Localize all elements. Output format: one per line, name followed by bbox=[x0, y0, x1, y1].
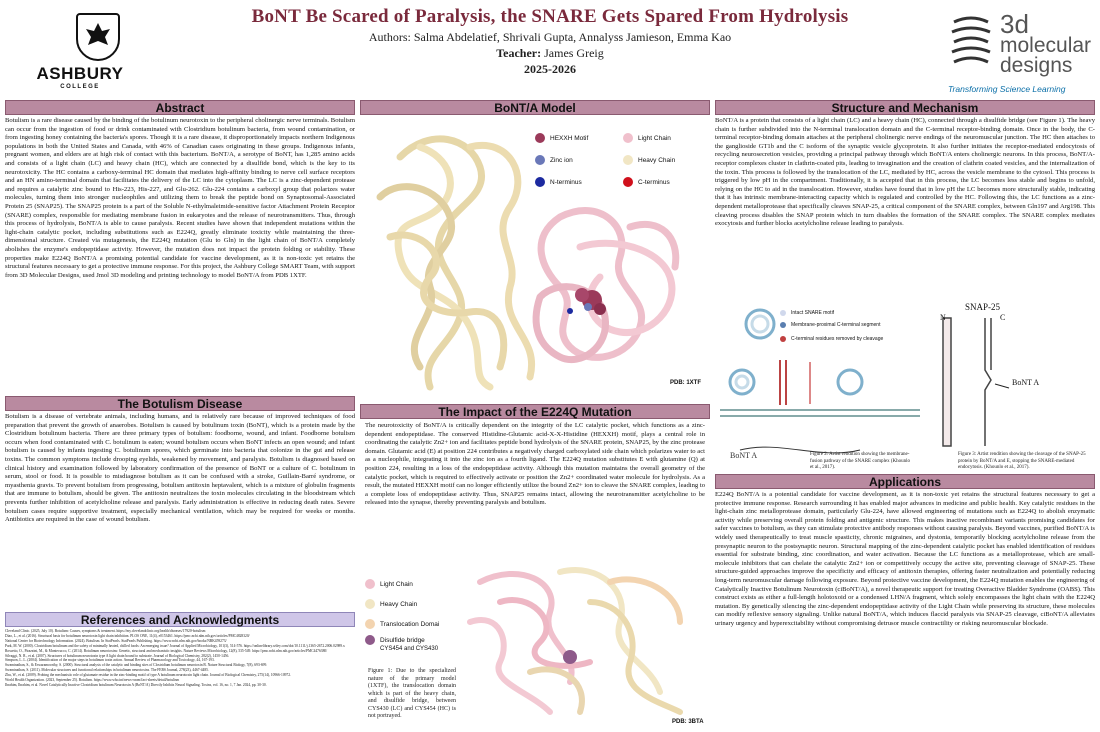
pdb-label-1xtf: PDB: 1XTF bbox=[670, 380, 702, 386]
legend-label: Membrane-proximal C-terminal segment bbox=[791, 322, 881, 328]
legend-item-zinc bbox=[535, 153, 623, 167]
figure3-image bbox=[925, 300, 1095, 450]
legend-item-heavy-chain bbox=[623, 153, 695, 167]
fig3-n-label: N bbox=[940, 313, 946, 322]
legend-label: N-terminus bbox=[550, 178, 582, 186]
legend-item-light-chain bbox=[623, 131, 695, 145]
legend-swatch bbox=[623, 177, 633, 187]
year: 2025-2026 bbox=[524, 62, 576, 76]
legend-sub: CYS454 and CYS430 bbox=[380, 646, 439, 652]
legend-label: Light Chain bbox=[638, 134, 671, 142]
figure2-bont-label: BoNT A bbox=[730, 451, 758, 460]
teacher-label: Teacher: bbox=[496, 46, 542, 60]
reference-item: Swaminathan, S., & Eswaramoorthy, S. (2000). Structural analysis of the catalytic and binding sites of Clostridium botulinum neurotoxin B. Nature Structural Biology, 7(8), 693-699. bbox=[5, 663, 268, 668]
fig3-bont-label: BoNT A bbox=[1012, 378, 1040, 387]
legend-item-hexxh bbox=[535, 131, 623, 145]
reference-item: Simpson, L. L. (2004). Identification of the major steps in botulinum toxin action. Annual Review of Pharmacology and Toxicology, 44, 167-193. bbox=[5, 658, 215, 663]
legend-label: Zinc ion bbox=[550, 156, 573, 164]
figure2-legend bbox=[780, 308, 890, 346]
fig2-legend-item bbox=[780, 318, 890, 332]
legend-swatch bbox=[365, 619, 375, 629]
legend-item-n-terminus bbox=[535, 175, 623, 189]
disease-text: Botulism is a disease of vertebrate animals, including humans, and is relatively rare because of improved techniques of food preparation that prevent the growth of anaerobes. Botulism is caused by botulinum toxin (BoNT), which is a protein made by the Clostridium botulinum bacteria. There are three primary types of botulism: foodborne, wound, and infant. Foodborne botulism occurs when food contaminated with C. botulinum is eaten; wound botulism occurs when BoNT infects an open wound; and infant botulism is caused by infants ingesting C. botulinum spores, which germinate into bacteria that colonize in the gut and release toxins. The common symptoms include drooping eyelids, weakened by movement, and paralysis. Botulism is diagnosed based on clinical history and examination followed by laboratory confirmation of the presence of BoNT or a culture of C. botulinum in serum, stool or food. It is possible to misdiagnose botulism as it can be confused with a stroke, Guillain-Barré syndrome, or myasthenia gravis. To prevent botulism from progressing, botulism antitoxin heptavalent, which is a mixture of globulin fragments that are immune to botulism, should be given. The antitoxin neutralizes the toxin molecules circulating in the bloodstream which prevents further inhibition of acetylcholine release and paralysis. Early administration is effective in reducing death rates. Severe botulism cases require supportive treatment, especially mechanical ventilation, which may be required for weeks or months. Antibiotics are required in the case of wound botulism. bbox=[5, 413, 355, 524]
legend-label: Disulfide bridge bbox=[380, 636, 425, 644]
reference-item: National Center for Biotechnology Information. (2024). Botulism. In StatPearls. StatPearls Publishing. https://www.ncbi.nlm.nih.gov/books/NBK459273/ bbox=[5, 638, 227, 643]
teacher-name: James Greig bbox=[544, 46, 604, 60]
applications-text: E224Q BoNT/A is a potential candidate for vaccine development, as it is non-toxic yet retains the structural features necessary to get a protective immune response. Research surrounding it has enabled major advances in medicine and public health. Key catalytic residues in the light-chain zinc metalloprotease domain, particularly Glu-224, have allowed engineering of mutations such as E224Q to abolish enzymatic activity while preserving overall protein folding and antigenic structure. This makes inactive recombinant variants promising candidates for safer vaccines to botulism, as they can stimulate protective antibody responses without causing paralysis. Beyond vaccines, purified BoNT/A is widely used therapeutically to treat muscle spasticity, chronic migraines, and dystonia, temporarily blocking acetylcholine release from the presynaptic neuron to the postsynaptic neuron. Structural mapping of the zinc-dependent catalytic pocket has enabled identification of residues essential for substrate binding, zinc coordination, and water activation. Because the LC functions as a metalloprotease, which are small-molecule inhibitors that can chelate the catalytic Zn2+ ion or competitively occupy the active site, preventing cleavage of SNAP-25. These structure-guided approaches improve the specificity and efficacy of antitoxin therapies, offering faster neutralization and potentially reducing long-term neuromuscular damage following exposure. Beyond protective vaccine development, the E224Q mutation enables the engineering of Catalytically Inactive Botulinum Neurotoxin (ciBoNT/A), a novel therapeutic support for treating Overactive Bladder Syndrome (OABS). This construct exists as either a full-length holotoxoid or a condensed LHN/A fragment, which solely encompasses the light chain with the E224Q mutation. By genetically silencing the zinc-dependent endopeptidase activity of the Light Chain while preserving its structure, these molecules can modify reflexive sensory signaling. Unlike natural BoNT/A, which induces flaccid paralysis via SNAP-25 cleavage, ciBoNT/A alleviates urinary urgency and hyperexcitability without compromising detrusor muscle contractility or risking neuromuscular blockade. bbox=[715, 491, 1095, 627]
legend-item-heavy-chain bbox=[365, 594, 445, 614]
legend-swatch bbox=[623, 133, 633, 143]
authors: Authors: Salma Abdelatief, Shrivali Gupta, Annalyss Jamieson, Emma Kao bbox=[368, 30, 732, 44]
fig3-c-label: C bbox=[1000, 313, 1006, 322]
figure3-caption: Figure 3: Artist rendition showing the cleavage of the SNAP-25 protein by BoNT/A and E, stopping the SNARE-mediated endocytosis. (Khounlo et al., 2017). bbox=[958, 452, 1086, 470]
school-sub: COLLEGE bbox=[60, 84, 100, 90]
references-list bbox=[5, 629, 355, 731]
legend-label: Light Chain bbox=[380, 580, 413, 588]
fig3-snap25-label: SNAP-25 bbox=[965, 302, 1001, 312]
legend-label: Intact SNARE motif bbox=[791, 310, 835, 316]
legend-swatch bbox=[535, 133, 545, 143]
legend-swatch bbox=[780, 322, 786, 328]
legend-item-disulfide bbox=[365, 634, 445, 646]
legend-swatch bbox=[535, 177, 545, 187]
abstract-heading: Abstract bbox=[5, 100, 355, 115]
legend-swatch bbox=[535, 155, 545, 165]
reference-item: Swaminathan, S. (2011). Molecular structures and functional relationships in botulinum neurotoxins. The FEBS Journal, 278(23), 4467-4485. bbox=[5, 668, 209, 673]
school-name: ASHBURY bbox=[36, 64, 124, 83]
figure2-caption: Figure 2: Artist rendition showing the membrane-fusion pathway of the SNARE complex (Khounlo et al., 2017). bbox=[810, 452, 910, 470]
legend-swatch bbox=[365, 635, 375, 645]
legend-label: C-terminus bbox=[638, 178, 670, 186]
pdb-label-3bta: PDB: 3BTA bbox=[672, 719, 704, 725]
reference-item: Rossetto, O., Pirazzini, M., & Montecucco, C. (2014). Botulinum neurotoxins: Genetic, structural and mechanistic insights. Nature Reviews Microbiology, 12(8), 535-549. https://pmc.ncbi.nlm.nih.gov/articles/PMC4476380/ bbox=[5, 648, 328, 653]
structure-heading: Structure and Mechanism bbox=[715, 100, 1095, 115]
model-heading: BoNT/A Model bbox=[360, 100, 710, 115]
legend-swatch bbox=[365, 579, 375, 589]
references-heading: References and Acknowledgments bbox=[5, 612, 355, 627]
legend-item-c-terminus bbox=[623, 175, 695, 189]
reference-item: Park, M. W. (2000). Clostridium botulinum and the safety of minimally heated, chilled foods: An emerging issue? Journal of Applied Microbiology, 101(3), 514-576. https://onlinelibrary.wiley.com/doi/10.1111/j.1365-2672.2006.02989.x bbox=[5, 643, 345, 648]
legend-swatch bbox=[780, 336, 786, 342]
crest-icon bbox=[76, 13, 120, 61]
reference-item: World Health Organization. (2023, September 25). Botulism. https://www.who.int/news-room/fact-sheets/detail/botulism bbox=[5, 678, 180, 683]
legend-item-light-chain bbox=[365, 574, 445, 594]
company-name bbox=[1000, 9, 1092, 77]
company-line1: 3d bbox=[1000, 9, 1029, 39]
legend-label: C-terminal residues removed by cleavage bbox=[791, 336, 884, 342]
legend-label: HEXXH Motif bbox=[550, 134, 589, 142]
company-tagline: Transforming Science Learning bbox=[948, 84, 1066, 94]
impact-heading: The Impact of the E224Q Mutation bbox=[360, 404, 710, 419]
company-line2: molecular bbox=[1000, 34, 1092, 57]
legend-item-translocation bbox=[365, 614, 445, 634]
legend-label: Heavy Chain bbox=[638, 156, 676, 164]
poster-title: BoNT Be Scared of Paralysis, the SNARE Gets Spared From Hydrolysis bbox=[251, 6, 849, 27]
structure-text: BoNT/A is a protein that consists of a light chain (LC) and a heavy chain (HC), connected through a disulfide bridge (see Figure 1). The heavy chain is further subdivided into the N-terminal translocation domain and the C-terminal receptor-binding domain. Once in the body, the C-terminal receptor-binding domain attaches at the peripheral cholinergic nerve endings of the neuromuscular junction. The HC then attaches to the ganglioside GT1b and the C isoform of the synaptic vesicle glycoprotein. It also further initiates the receptor-mediated endocytosis of recycling neurosecretion vesicles, providing a principal pathway through which BoNT/A enters cholinergic neurons. In this process, BoNT/A-receptor complexes cluster in clathrin-coated pits, leading to invagination and the creation of clathrin coated vesicles, and the internalization of the toxin. This process is followed by the translocation of the LC, mediated by HC, across the vesicle membrane to the cytosol. This process is triggered by low pH in the compartment. Traditionally, it is accepted that in this process, the LC becomes less stable and begins to unfold, relying on the HC to aid in the translocation. However, studies have found that in low pH the LC becomes more structurally stable, indicating that it has intrinsic membrane-interacting capacity which is regulated and controlled by the HC. Following this, the LC functions as a zinc-dependent metalloprotease that specifically cleaves SNAP-25, a critical component of the SNARE complex, between Gln197 and Arg198. This cleaving process disables the SNAP protein which in turn disables the formation of the SNARE complex. The SNARE complex mediates exocytosis and further blocks acetylcholine release leading to paralysis. bbox=[715, 117, 1095, 228]
legend-label: Heavy Chain bbox=[380, 600, 418, 608]
impact-text: The neurotoxicity of BoNT/A is critically dependent on the integrity of the LC catalytic pocket, which functions as a zinc-dependent endopeptidase. The conserved Histidine-Glutamic acid-X-X-Histidine (HEXXH) motif, plays a central role in coordinating the catalytic Zn2+ ion and facilitates peptide bond hydrolysis of the SNARE protein, SNAP25, by the zinc protease domain. Glutamic acid (E) at position 224 contributes a negatively charged carboxylated side chain which polarizes water to act as a nucleophile, integrating it into the zinc ion as a fourth ligand. The E224Q mutation substitutes E with glutamine (Q) at position 224, resulting in a loss of the endopeptidase activity. Although this mutation maintains the overall geometry of the catalytic pocket, which is required to effectively activate or position the Zn2+ coordinated water molecule for hydrolysis. As a result, the mutated HEXXH motif can no longer efficiently utilize the bound Zn2+ ion to cleave the SNARE complex, leading to a complete loss of endopeptidase activity. Thus, SNAP25 remains intact, allowing the neurotransmitter acetylcholine to be released into the synapse, thereby preventing paralysis and botulism. bbox=[365, 422, 705, 507]
reference-item: Silvaggi, N. R., et al. (2007). Structures of botulinum neurotoxin type A light chain bound to substrate. Journal of Biological Chemistry, 282(2), 1450-1456. bbox=[5, 653, 230, 658]
legend-swatch bbox=[780, 310, 786, 316]
disease-heading: The Botulism Disease bbox=[5, 396, 355, 411]
fig2-legend-item bbox=[780, 332, 890, 346]
legend-label: Translocation Domai bbox=[380, 620, 440, 628]
reference-item: Diao, L., et al. (2016). Structural basis for botulinum neurotoxin light chain inhibition. PLOS ONE, 11(4), e0153461. https://pmc.ncbi.nlm.nih.gov/articles/PMC4828320/ bbox=[5, 633, 250, 638]
legend-swatch bbox=[623, 155, 633, 165]
legend-swatch bbox=[365, 599, 375, 609]
abstract-text: Botulism is a rare disease caused by the binding of the botulinum neurotoxin to the peripheral cholinergic nerve terminals. Botulism can occur from the ingestion of food or drink contaminated with Clostridium botulinum bacteria, from wound contamination, or from ingesting honey containing the bacteria's spores. Though it is a rare disease, it disproportionately impacts northern Indigenous populations in both the United States and Canada, with 46% of Canadian cases originating in these groups. Indigenous infants, pregnant women, and elders are at high risk of contact with this bacterium. BoNT/A, a serotype of BoNT, has 1,285 amino acids and consists of a light chain (LC) and heavy chain (HC), which are connected by a disulfide bond, which is the key to its neurotoxicity. The HC contains a carboxy-terminal HC domain that mediates high-affinity binding to nerve cell surface receptors and an HN amino-terminal domain that facilitates the delivery of the LC into the cytoplasm. The LC is a zinc-dependent protease and requires a catalytic zinc bound to His-223, His-227, and Glu-262. Glu-224 contains a carboxyl group that polarizes water molecules, turning them into stronger nucleophiles and utilizing them to break the peptide bond on Synaptosomal-Associated Protein 25 (SNAP25). The SNAP25 protein is a part of the Soluble N-ethylmaleimide-sensitive factor Attachment Protein Receptor (SNARE) complex, responsible for mediating membrane fusion in eukaryotes and the release of neurotransmitters. Thus, through this process of hydrolysis, BoNT/A is able to cause paralysis. Recent studies have shown that independent mutations within the light-chain catalytic pocket, including substitutions such as E224Q, greatly eliminate toxicity while maintaining the three-dimensional structure. Created via mutagenesis, the E224Q mutation (Glu to Gln) in the light chain of BoNT/A completely abolishes the enzyme's endopeptidase activity. However, the mutation does not impact the protein folding or stability. These properties make E224Q BoNT/A a promising potential candidate for vaccine development, as it is non-toxic yet retains the structural features necessary to get a protective immune response. For this project, the Ashbury College SMART Team, with support from 3D Molecular Designs, used Jmol 3D modeling and printing technology to model BoNT/A from PDB 1XTF. bbox=[5, 117, 355, 279]
fig2-legend-item bbox=[780, 308, 890, 318]
reference-item: Ibrahim, Ibrahim, et al. Novel Catalytically Inactive Clostridium botulinum Neurotoxin A (BoNT/A) Directly Inhibits Neural Signaling. Toxins, vol. 16, no. 1, 7 Jan. 2024, pp. 30-30. bbox=[5, 682, 267, 687]
company-logo-icon bbox=[948, 14, 994, 72]
teacher-line bbox=[200, 46, 900, 61]
impact-legend bbox=[365, 574, 445, 652]
company-line3: designs bbox=[1000, 54, 1073, 77]
reference-item: Zhu, W., et al. (2009). Probing the mechanistic role of glutamate residue in the zinc-binding motif of type A botulinum neurotoxin light chain. Journal of Biological Chemistry, 275(14), 10966-10972. bbox=[5, 673, 291, 678]
applications-heading: Applications bbox=[715, 474, 1095, 489]
figure1-caption: Figure 1: Due to the specialized nature of the primary model (1XTF), the translocation domain which is part of the heavy chain, and disulfide bridge, between CYS430 (LC) and CYS454 (HC) is not portrayed. bbox=[368, 668, 456, 719]
reference-item: Cleveland Clinic. (2025, July 10). Botulism: Causes, symptoms & treatment. https://my.clevelandclinic.org/health/diseases/17920-botulism bbox=[5, 629, 206, 633]
model-legend bbox=[535, 131, 695, 189]
